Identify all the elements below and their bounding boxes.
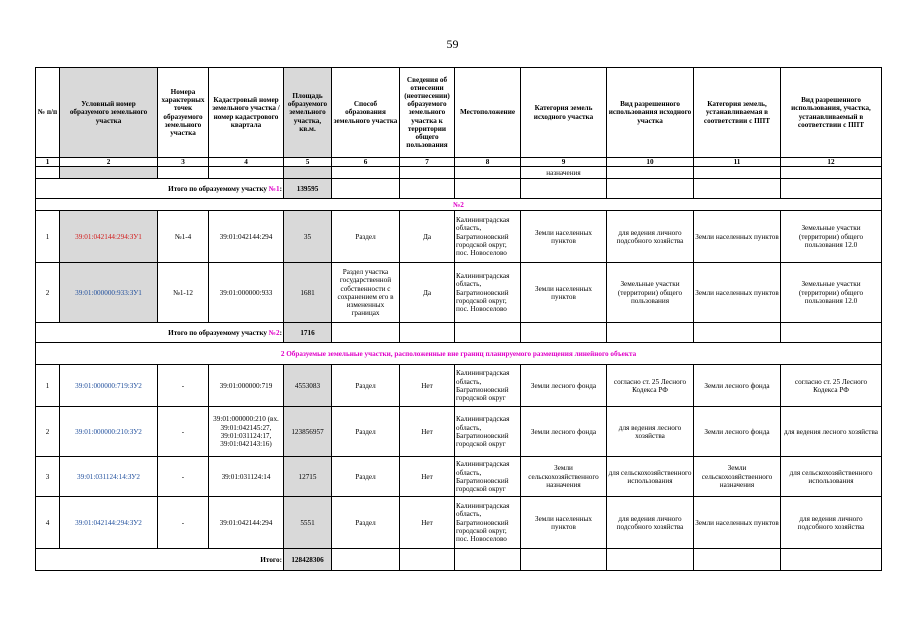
cell-location: Калининградская область, Багратионовский городской округ, пос. Новоселово [455,263,521,323]
cell-location: Калининградская область, Багратионовский городской округ [455,457,521,497]
cell-use: для ведения личного подсобного хозяйства [607,497,694,549]
cell-method: Раздел [332,407,400,457]
cell-area: 5551 [284,497,332,549]
cell-method: Раздел участка государственной собственности с сохранением его в измененных границах [332,263,400,323]
cell-points: - [158,457,209,497]
cell-use-new: для ведения лесного хозяйства [781,407,882,457]
col-number: 4 [209,158,284,167]
cell-location: Калининградская область, Багратионовский городской округ [455,365,521,407]
col-header: Кадастровый номер земельного участка /номер кадастрового квартала [209,68,284,158]
cell-category-new: Земли лесного фонда [694,407,781,457]
table-row [36,457,882,497]
cell-cadastral: 39:01:042144:294 [209,497,284,549]
cell-method: Раздел [332,457,400,497]
cell-common-use: Нет [400,407,455,457]
cell-area: 1681 [284,263,332,323]
cell-category: Земли населенных пунктов [521,497,607,549]
cell-plot-id: 39:01:042144:294:ЗУ1 [60,211,158,263]
cell-category: назначения [521,167,607,179]
page-number: 59 [446,37,459,51]
col-header: Условный номер образуемого земельного участка [60,68,158,158]
table-row [36,497,882,549]
col-header: Номера характерных точек образуемого земельного участка [158,68,209,158]
col-number: 10 [607,158,694,167]
cell-category-new: Земли лесного фонда [694,365,781,407]
cell-points: - [158,497,209,549]
cell-plot-id: 39:01:042144:294:ЗУ2 [60,497,158,549]
section-row [36,199,882,211]
cell-category: Земли лесного фонда [521,407,607,457]
cell-common-use: Нет [400,497,455,549]
section-title: 2 Образуемые земельные участки, расположенные вне границ планируемого размещения линейного объекта [36,343,882,365]
cell-category: Земли сельскохозяйственного назначения [521,457,607,497]
col-header: Сведения об отнесении (неотнесении) образуемого земельного участка к территории общего пользования [400,68,455,158]
cell-num: 3 [36,457,60,497]
subtotal-area: 1716 [284,323,332,343]
total-row [36,549,882,571]
subtotal-row [36,323,882,343]
subtotal-area: 139595 [284,179,332,199]
cell-plot-id: 39:01:031124:14:ЗУ2 [60,457,158,497]
table-row [36,407,882,457]
cell-area: 123856957 [284,407,332,457]
cell-category-new: Земли населенных пунктов [694,263,781,323]
cell-use: согласно ст. 25 Лесного Кодекса РФ [607,365,694,407]
cell-area: 4553083 [284,365,332,407]
header-row [36,68,882,158]
cell-cadastral: 39:01:000000:210 (вх. 39:01:042145:27, 39:01:031124:17, 39:01:042143:16) [209,407,284,457]
cell-cadastral: 39:01:042144:294 [209,211,284,263]
col-header: Вид разрешенного использования, участка, устанавливаемый в соответствии с ППТ [781,68,882,158]
cell-use-new: для сельскохозяйственного использования [781,457,882,497]
cell-points: - [158,407,209,457]
cell-area: 12715 [284,457,332,497]
cell-points: №1-12 [158,263,209,323]
col-number: 5 [284,158,332,167]
cell-common-use: Да [400,211,455,263]
cell-num: 2 [36,263,60,323]
cell-method: Раздел [332,211,400,263]
cell-method: Раздел [332,365,400,407]
cell-use-new: Земельные участки (территории) общего пользования 12.0 [781,263,882,323]
section-title: №2 [36,199,882,211]
cell-category-new: Земли сельскохозяйственного назначения [694,457,781,497]
continuation-row [36,167,882,179]
cell-cadastral: 39:01:000000:719 [209,365,284,407]
cell-category: Земли населенных пунктов [521,263,607,323]
cell-use: для ведения личного подсобного хозяйства [607,211,694,263]
cell-plot-id: 39:01:000000:210:ЗУ2 [60,407,158,457]
total-label: Итого: [36,549,284,571]
cell-use: Земельные участки (территории) общего пользования [607,263,694,323]
cell-common-use: Да [400,263,455,323]
cell-plot-id: 39:01:000000:933:ЗУ1 [60,263,158,323]
col-number: 3 [158,158,209,167]
table-row [36,263,882,323]
cell-plot-id: 39:01:000000:719:ЗУ2 [60,365,158,407]
col-number: 1 [36,158,60,167]
subtotal-label: Итого по образуемому участку №1: [36,179,284,199]
cell-category: Земли населенных пунктов [521,211,607,263]
col-header: Категория земель исходного участка [521,68,607,158]
cell-location: Калининградская область, Багратионовский городской округ, пос. Новоселово [455,497,521,549]
cell-method: Раздел [332,497,400,549]
subtotal-row [36,179,882,199]
col-header: Категория земель, устанавливаемая в соответствии с ППТ [694,68,781,158]
cell-use-new: согласно ст. 25 Лесного Кодекса РФ [781,365,882,407]
cell-num: 1 [36,365,60,407]
cell-use: для сельскохозяйственного использования [607,457,694,497]
col-header: Способ образования земельного участка [332,68,400,158]
col-number: 12 [781,158,882,167]
cell-common-use: Нет [400,365,455,407]
cell-num: 1 [36,211,60,263]
cell-cadastral: 39:01:031124:14 [209,457,284,497]
col-number: 9 [521,158,607,167]
cell-category-new: Земли населенных пунктов [694,497,781,549]
cell-cadastral: 39:01:000000:933 [209,263,284,323]
col-header: № п/п [36,68,60,158]
col-header: Площадь образуемого земельного участка, кв.м. [284,68,332,158]
cell-points: - [158,365,209,407]
col-number: 7 [400,158,455,167]
cell-num: 4 [36,497,60,549]
cell-category: Земли лесного фонда [521,365,607,407]
cell-location: Калининградская область, Багратионовский городской округ, пос. Новоселово [455,211,521,263]
table-row [36,211,882,263]
col-number: 8 [455,158,521,167]
cell-use-new: Земельные участки (территории) общего пользования 12.0 [781,211,882,263]
col-number: 2 [60,158,158,167]
cell-common-use: Нет [400,457,455,497]
col-number: 11 [694,158,781,167]
cell-use: для ведения лесного хозяйства [607,407,694,457]
cell-category-new: Земли населенных пунктов [694,211,781,263]
section-row [36,343,882,365]
cell-num: 2 [36,407,60,457]
col-number: 6 [332,158,400,167]
cell-points: №1-4 [158,211,209,263]
cell-location: Калининградская область, Багратионовский городской округ [455,407,521,457]
col-header: Вид разрешенного использования исходного участка [607,68,694,158]
column-number-row [36,158,882,167]
cell-use-new: для ведения личного подсобного хозяйства [781,497,882,549]
table-row [36,365,882,407]
col-header: Местоположение [455,68,521,158]
total-area: 128428306 [284,549,332,571]
cell-area: 35 [284,211,332,263]
land-plots-table [35,67,882,571]
subtotal-label: Итого по образуемому участку №2: [36,323,284,343]
